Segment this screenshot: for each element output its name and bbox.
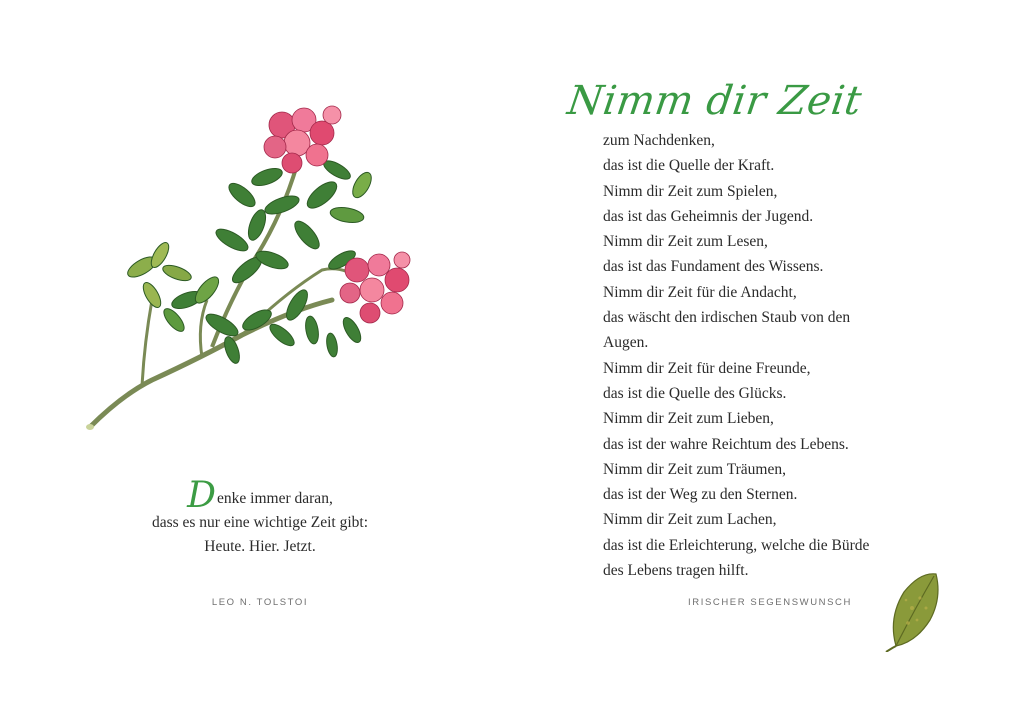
- poem-text: [603, 128, 869, 583]
- poem-line: das ist der Weg zu den Sternen.: [603, 486, 798, 504]
- quote-line-2: dass es nur eine wichtige Zeit gibt:: [151, 514, 369, 531]
- poem-line: das ist das Fundament des Wissens.: [603, 258, 824, 276]
- right-page: [510, 0, 1020, 727]
- poem-line: Nimm dir Zeit für die Andacht,: [603, 283, 797, 301]
- poem-title: Nimm dir Zeit: [564, 78, 865, 124]
- poem-line: das ist die Quelle der Kraft.: [603, 157, 775, 175]
- poem-line: das ist das Geheimnis der Jugend.: [603, 207, 814, 225]
- poem-line: Nimm dir Zeit zum Lieben,: [603, 410, 774, 428]
- alpine-rose-flower-illustration: [82, 95, 427, 440]
- poem-line: das ist der wahre Reichtum des Lebens.: [603, 435, 849, 453]
- quote-line-1: enke immer daran,: [217, 490, 333, 507]
- poem-line: Nimm dir Zeit zum Lesen,: [603, 233, 768, 251]
- poem-line: zum Nachdenken,: [603, 132, 715, 149]
- poem-line: das ist die Erleichterung, welche die Bürde: [603, 536, 870, 554]
- poem-source: IRISCHER SEGENSWUNSCH: [688, 597, 852, 608]
- quote-author: LEO N. TOLSTOI: [211, 597, 309, 608]
- poem-line: das ist die Quelle des Glücks.: [603, 384, 787, 402]
- poem-line: Nimm dir Zeit für deine Freunde,: [603, 359, 811, 377]
- leaf-illustration: [882, 568, 942, 652]
- poem-line: Augen.: [603, 334, 649, 352]
- tolstoi-quote: [60, 475, 460, 559]
- poem-line: das wäscht den irdischen Staub von den: [603, 309, 851, 327]
- poem-line: Nimm dir Zeit zum Träumen,: [603, 460, 786, 478]
- poem-line: des Lebens tragen hilft.: [603, 562, 749, 580]
- quote-dropcap: D: [187, 475, 217, 516]
- poem-line: Nimm dir Zeit zum Spielen,: [603, 182, 778, 200]
- poem-line: Nimm dir Zeit zum Lachen,: [603, 511, 777, 529]
- quote-line-3: Heute. Hier. Jetzt.: [204, 538, 316, 555]
